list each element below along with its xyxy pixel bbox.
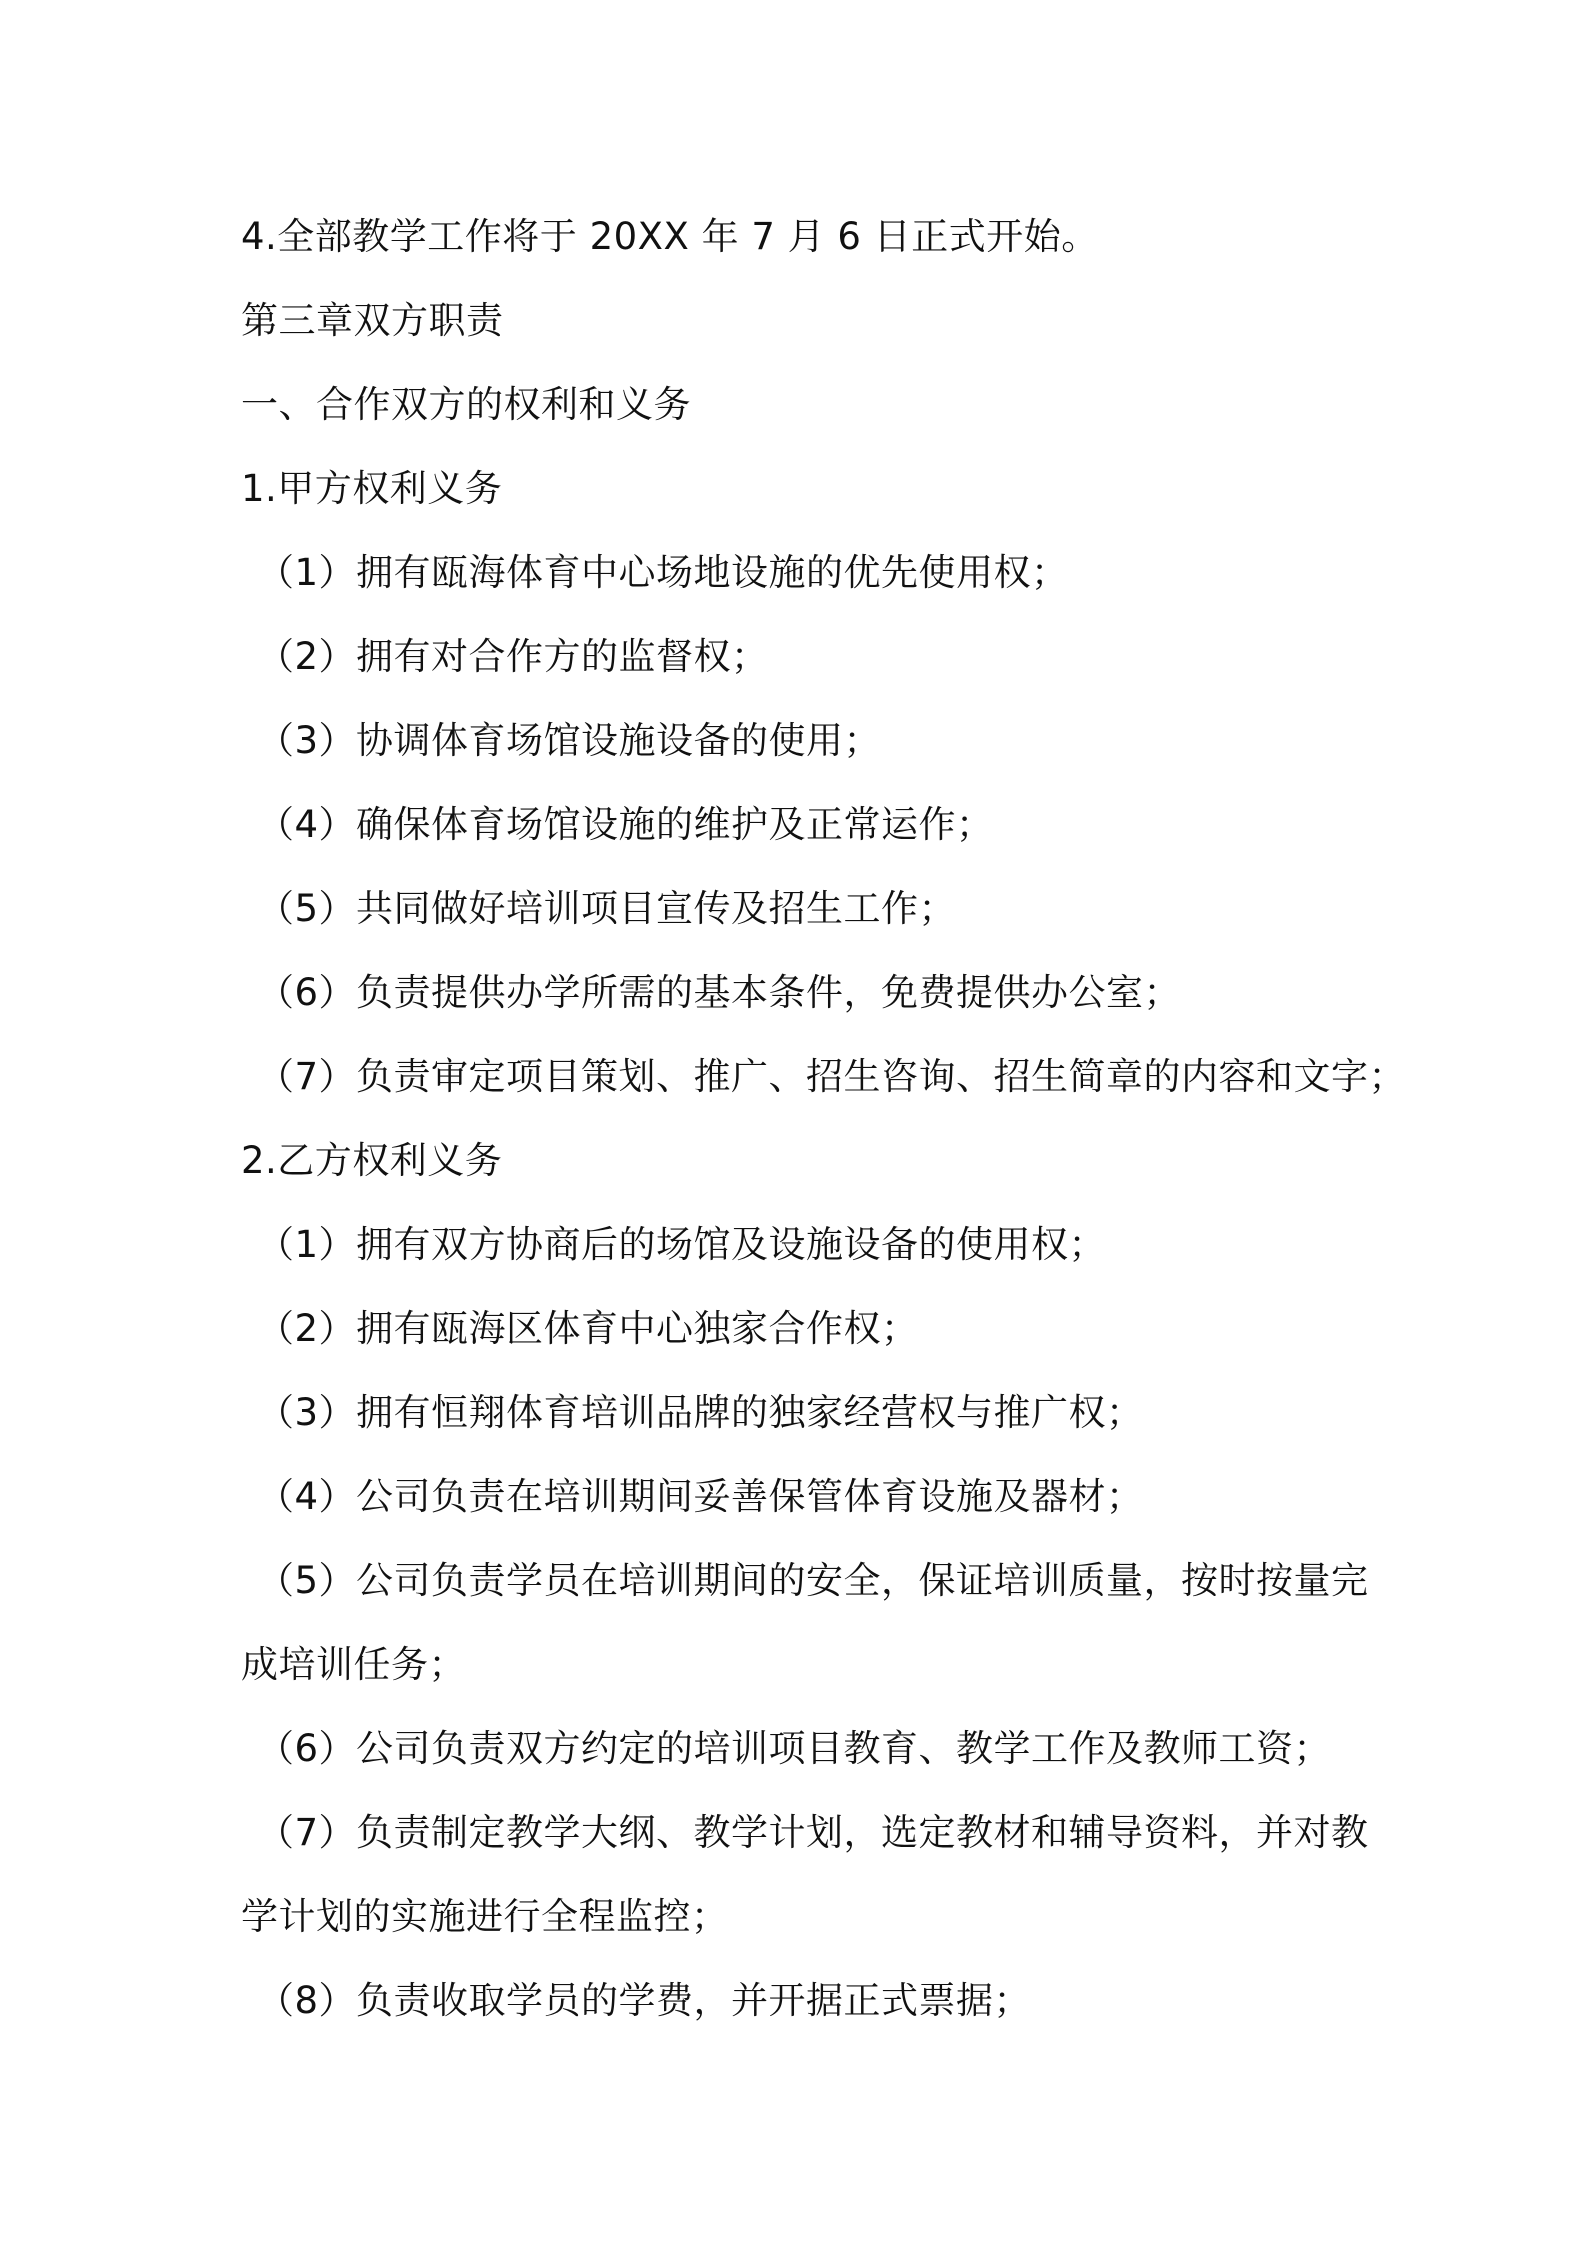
party-a-item-6: （6）负责提供办学所需的基本条件，免费提供办公室；: [257, 971, 1182, 1014]
party-b-item-1: （1）拥有双方协商后的场馆及设施设备的使用权；: [257, 1223, 1107, 1266]
party-a-item-2: （2）拥有对合作方的监督权；: [257, 635, 769, 678]
party-b-item-2: （2）拥有瓯海区体育中心独家合作权；: [257, 1307, 919, 1350]
party-a-heading: 1.甲方权利义务: [241, 467, 503, 510]
party-b-item-5-continued: 成培训任务；: [241, 1643, 466, 1686]
party-a-item-1: （1）拥有瓯海体育中心场地设施的优先使用权；: [257, 551, 1069, 594]
party-a-item-4: （4）确保体育场馆设施的维护及正常运作；: [257, 803, 994, 846]
party-b-item-7-continued: 学计划的实施进行全程监控；: [241, 1895, 729, 1938]
party-b-item-7: （7）负责制定教学大纲、教学计划，选定教材和辅导资料，并对教: [257, 1811, 1369, 1854]
party-b-heading: 2.乙方权利义务: [241, 1139, 503, 1182]
party-b-item-4: （4）公司负责在培训期间妥善保管体育设施及器材；: [257, 1475, 1144, 1518]
party-a-item-3: （3）协调体育场馆设施设备的使用；: [257, 719, 882, 762]
document-body: [241, 195, 1407, 2043]
party-b-item-8: （8）负责收取学员的学费，并开据正式票据；: [257, 1979, 1032, 2022]
section-heading: 一、合作双方的权利和义务: [241, 383, 691, 426]
party-b-item-5: （5）公司负责学员在培训期间的安全，保证培训质量，按时按量完: [257, 1559, 1369, 1602]
party-b-item-6: （6）公司负责双方约定的培训项目教育、教学工作及教师工资；: [257, 1727, 1332, 1770]
party-a-item-7: （7）负责审定项目策划、推广、招生咨询、招生简章的内容和文字；: [257, 1055, 1407, 1098]
chapter-heading: 第三章双方职责: [241, 299, 504, 342]
party-a-item-5: （5）共同做好培训项目宣传及招生工作；: [257, 887, 957, 930]
clause-start-date: 4.全部教学工作将于 20XX 年 7 月 6 日正式开始。: [241, 215, 1099, 258]
party-b-item-3: （3）拥有恒翔体育培训品牌的独家经营权与推广权；: [257, 1391, 1144, 1434]
